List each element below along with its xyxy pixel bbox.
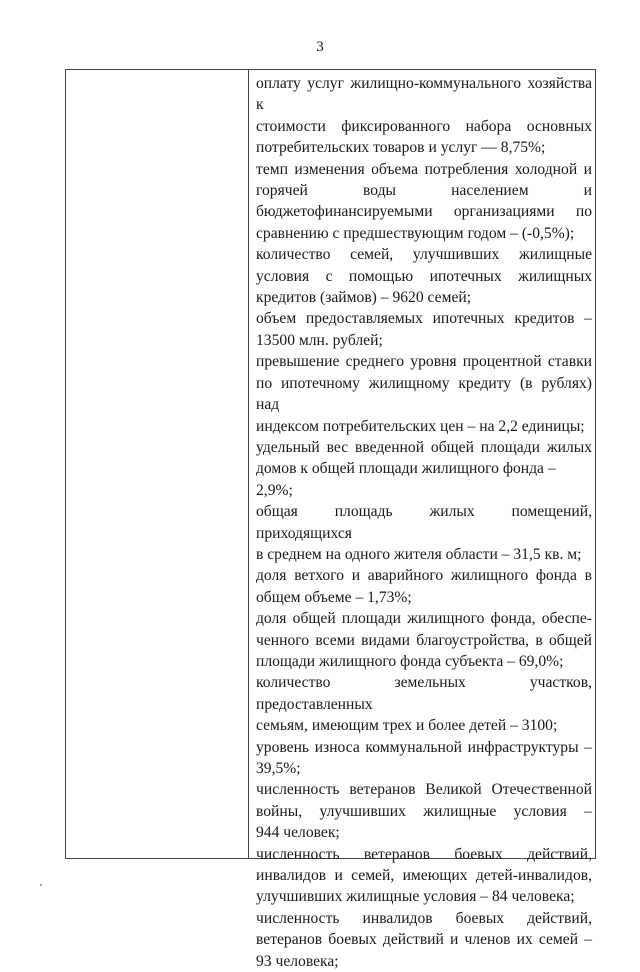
- indicator-line: улучшивших жилищные условия – 84 человека;: [256, 888, 575, 906]
- indicator-item: [256, 73, 592, 159]
- indicator-item: [256, 779, 592, 843]
- scan-mark: [40, 884, 42, 886]
- indicator-item: [256, 159, 592, 245]
- indicator-line: домов к общей площади жилищного фонда – 2,9%;: [256, 460, 556, 499]
- indicator-line: стоимости фиксированного набора основных: [256, 117, 592, 135]
- indicator-item: [256, 908, 592, 972]
- indicator-line: общая площадь жилых помещений, приходящихся: [256, 503, 592, 542]
- indicator-line: 39,5%;: [256, 760, 301, 777]
- indicator-item: [256, 437, 592, 501]
- indicator-line: горячей воды населением и: [256, 182, 592, 200]
- indicator-line: условия с помощью ипотечных жилищных: [256, 267, 592, 285]
- indicator-line: ветеранов боевых действий и членов их семей –: [256, 931, 592, 949]
- indicator-line: численность инвалидов боевых действий,: [256, 909, 592, 927]
- indicator-item: [256, 501, 592, 565]
- indicator-line: численность ветеранов Великой Отечественной: [256, 781, 592, 799]
- indicator-line: в среднем на одного жителя области – 31,5 кв. м;: [256, 545, 582, 563]
- indicator-line: 944 человек;: [256, 824, 340, 842]
- indicator-item: [256, 308, 592, 351]
- indicator-line: объем предоставляемых ипотечных кредитов –: [256, 310, 592, 328]
- indicator-line: семьям, имеющим трех и более детей – 3100;: [256, 717, 558, 735]
- indicator-line: общем объеме – 1,73%;: [256, 588, 412, 606]
- indicator-line: площади жилищного фонда субъекта – 69,0%;: [256, 652, 564, 670]
- indicator-line: доля ветхого и аварийного жилищного фонда в: [256, 567, 592, 585]
- indicator-line: индексом потребительских цен – на 2,2 единицы;: [256, 417, 585, 435]
- indicator-line: 93 человека;: [256, 952, 339, 970]
- indicator-line: кредитов (займов) – 9620 семей;: [256, 289, 472, 307]
- indicator-line: по ипотечному жилищному кредиту (в рублях) над: [256, 374, 592, 414]
- indicator-line: оплату услуг жилищно-коммунального хозяйства к: [256, 75, 592, 114]
- table-left-cell: [66, 70, 248, 858]
- indicator-line: количество земельных участков, предоставленных: [256, 674, 592, 713]
- indicator-item: [256, 608, 592, 672]
- indicator-line: 13500 млн. рублей;: [256, 331, 383, 349]
- table-right-cell: [256, 73, 592, 972]
- indicator-line: количество семей, улучшивших жилищные: [256, 246, 592, 264]
- indicator-line: инвалидов и семей, имеющих детей-инвалидов,: [256, 867, 592, 885]
- indicator-line: ченного всеми видами благоустройства, в общей: [256, 631, 592, 649]
- indicator-line: численность ветеранов боевых действий,: [256, 845, 592, 863]
- indicator-line: бюджетофинансируемыми организациями по: [256, 203, 592, 221]
- indicator-line: уровень износа коммунальной инфраструктуры –: [256, 738, 592, 756]
- indicator-line: превышение среднего уровня процентной ставки: [256, 353, 592, 371]
- document-table: [65, 69, 596, 970]
- indicator-item: [256, 565, 592, 608]
- indicator-line: сравнению с предшествующим годом – (-0,5%);: [256, 224, 575, 242]
- indicator-item: [256, 672, 592, 736]
- indicator-item: [256, 737, 592, 780]
- column-divider: [248, 70, 249, 858]
- indicator-item: [256, 351, 592, 437]
- indicator-line: потребительских товаров и услуг — 8,75%;: [256, 139, 546, 157]
- indicator-line: доля общей площади жилищного фонда, обеспе-: [256, 610, 592, 628]
- indicator-line: удельный вес введенной общей площади жилых: [256, 438, 592, 456]
- indicator-line: войны, улучшивших жилищные условия –: [256, 802, 592, 820]
- indicator-item: [256, 244, 592, 308]
- indicator-item: [256, 844, 592, 908]
- page-number: 3: [316, 39, 324, 55]
- indicator-line: темп изменения объема потребления холодной и: [256, 160, 592, 178]
